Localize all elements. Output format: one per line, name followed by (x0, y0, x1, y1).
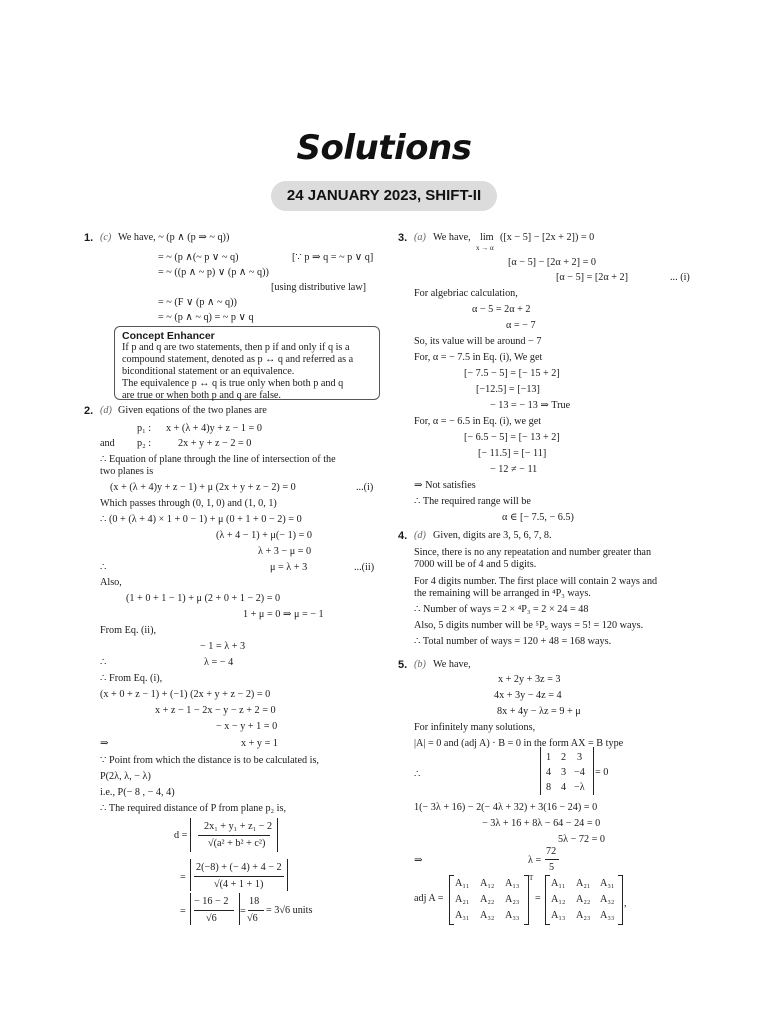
cofactor-cell: A₃₂ (600, 894, 615, 905)
q2-text: ∴ Equation of plane through the line of intersection of the (100, 454, 336, 465)
cofactor-cell: A₃₃ (505, 910, 520, 921)
matrix-cell: 4 (546, 767, 552, 778)
therefore-symbol: ∴ (414, 769, 421, 780)
distance-numerator: − 16 − 2 (194, 896, 229, 907)
q2-equation: μ = λ + 3 (270, 562, 308, 573)
q3-number: 3. (398, 232, 408, 244)
concept-line: The equivalence p ↔ q is true only when both p and q (122, 378, 344, 389)
q3-equation: [− 6.5 − 5] = [− 13 + 2] (464, 432, 560, 443)
q3-equation: [− 11.5] = [− 11] (478, 448, 547, 459)
q5-equation: x + 2y + 3z = 3 (498, 674, 561, 685)
cofactor-cell: A₂₃ (505, 894, 520, 905)
q3-equation: − 13 = − 13 ⇒ True (490, 400, 571, 411)
matrix-cell: 4 (561, 782, 567, 793)
distance-denominator: √(a² + b² + c²) (208, 838, 266, 849)
equals-sign: = (180, 906, 186, 917)
q4-text: 7000 will be of 4 and 5 digits. (414, 559, 537, 570)
cofactor-cell: A₁₁ (455, 878, 470, 889)
q2-text: ∴ The required distance of P from plane p₂ is, (100, 803, 287, 814)
eq-tag: ...(ii) (354, 562, 375, 573)
q5-equation: 8x + 4y − λz = 9 + μ (497, 706, 581, 717)
q5-equation: 5λ − 72 = 0 (558, 834, 605, 845)
q4-text: the remaining will be arranged in ⁴P₃ ways. (414, 588, 591, 599)
cofactor-cell: A₂₁ (455, 894, 470, 905)
q2-equation: x + y = 1 (241, 738, 278, 749)
q3-equation: [α − 5] − [2α + 2] = 0 (508, 257, 596, 268)
matrix-bracket-left (449, 875, 454, 925)
q5-equation: − 3λ + 16 + 8λ − 64 − 24 = 0 (482, 818, 601, 829)
lambda-denominator: 5 (549, 862, 555, 873)
cofactor-cell: A₁₃ (551, 910, 566, 921)
q1-step: = ~ (p ∧ ~ q) = ~ p ∨ q (158, 312, 254, 323)
q2-equation: ∴ (0 + (λ + 4) × 1 + 0 − 1) + μ (0 + 1 + 0 − 2) = 0 (100, 514, 302, 525)
q5-equation: 4x + 3y − 4z = 4 (494, 690, 562, 701)
q3-equation: [−12.5] = [−13] (476, 384, 540, 395)
q2-text: From Eq. (ii), (100, 625, 157, 636)
matrix-cell: 3 (561, 767, 567, 778)
q5-equation: 1(− 3λ + 16) − 2(− 4λ + 32) + 3(16 − 24) = 0 (414, 802, 598, 813)
q2-equation: (λ + 4 − 1) + μ(− 1) = 0 (216, 530, 312, 541)
cofactor-cell: A₁₁ (551, 878, 566, 889)
distance-numerator: 18 (249, 896, 260, 907)
q2-equation: (1 + 0 + 1 − 1) + μ (2 + 0 + 1 − 2) = 0 (126, 593, 281, 604)
q4-heading: Given, digits are 3, 5, 6, 7, 8. (433, 530, 552, 541)
fraction-bar (545, 859, 559, 860)
implies-symbol: ⇒ (100, 738, 109, 749)
q2-text: ∵ Point from which the distance is to be calculated is, (100, 755, 319, 766)
adj-label: adj A = (414, 893, 444, 904)
q2-equation: (x + 0 + z − 1) + (−1) (2x + y + z − 2) = 0 (100, 689, 271, 700)
distance-numerator: 2x₁ + y₁ + z₁ − 2 (204, 821, 273, 832)
q1-number: 1. (84, 232, 94, 244)
eq-tag: ... (i) (670, 272, 690, 283)
section-badge: 24 JANUARY 2023, SHIFT-II (271, 181, 497, 211)
q3-text: So, its value will be around − 7 (414, 336, 542, 347)
q4-number: 4. (398, 530, 408, 542)
distance-denominator: √6 (247, 913, 258, 924)
q1-step: = ~ ((p ∧ ~ p) ∨ (p ∧ ~ q)) (158, 267, 269, 278)
trailing-comma: , (624, 898, 627, 909)
q2-equation: − 1 = λ + 3 (200, 641, 246, 652)
matrix-cell: −4 (574, 767, 585, 778)
q2-text: P(2λ, λ, − λ) (100, 771, 151, 782)
q3-text: ⇒ Not satisfies (414, 480, 476, 491)
distance-denominator: √6 (206, 913, 217, 924)
distance-numerator: 2(−8) + (− 4) + 4 − 2 (196, 862, 282, 873)
and-label: and (100, 438, 115, 449)
q2-text: Which passes through (0, 1, 0) and (1, 0, 1) (100, 498, 277, 509)
concept-line: biconditional statement or an equivalence. (122, 366, 295, 377)
q2-equation: (x + (λ + 4)y + z − 1) + μ (2x + y + z − 2) = 0 (110, 482, 296, 493)
eq-tag: ...(i) (356, 482, 374, 493)
cofactor-cell: A₂₂ (480, 894, 495, 905)
cofactor-cell: A₁₂ (480, 878, 495, 889)
q4-text: For 4 digits number. The first place will contain 2 ways and (414, 576, 658, 587)
q5-number: 5. (398, 659, 408, 671)
q2-text: two planes is (100, 466, 154, 477)
q4-text: ∴ Total number of ways = 120 + 48 = 168 ways. (414, 636, 612, 647)
limit-symbol: lim (480, 232, 494, 243)
plane-p1-label: p₁ : (137, 423, 152, 434)
q2-equation: 1 + μ = 0 ⇒ μ = − 1 (243, 609, 324, 620)
matrix-bracket-left (545, 875, 550, 925)
matrix-cell: −λ (574, 782, 585, 793)
cofactor-cell: A₂₂ (576, 894, 591, 905)
q3-equation: [− 7.5 − 5] = [− 15 + 2] (464, 368, 560, 379)
q3-text: For, α = − 6.5 in Eq. (i), we get (414, 416, 542, 427)
cofactor-cell: A₁₃ (505, 878, 520, 889)
equals-sign: = (240, 906, 246, 917)
fraction-bar (194, 876, 284, 877)
cofactor-cell: A₃₁ (600, 878, 615, 889)
q1-reason: [using distributive law] (271, 282, 367, 293)
q4-option: (d) (414, 530, 426, 541)
q3-equation: α = − 7 (506, 320, 536, 331)
fraction-bar (194, 910, 234, 911)
therefore-symbol: ∴ (100, 657, 107, 668)
equals-sign: = (180, 872, 186, 883)
q1-option: (c) (100, 232, 112, 243)
q4-text: ∴ Number of ways = 2 × ⁴P₃ = 2 × 24 = 48 (414, 604, 589, 615)
therefore-symbol: ∴ (100, 562, 107, 573)
q1-step: = ~ (F ∨ (p ∧ ~ q)) (158, 297, 237, 308)
cofactor-cell: A₃₂ (480, 910, 495, 921)
concept-line: If p and q are two statements, then p if and only if q is a (122, 342, 350, 353)
equals-sign: = (535, 893, 541, 904)
fraction-bar (198, 835, 270, 836)
q5-text: For infinitely many solutions, (414, 722, 536, 733)
q3-text: For algebriac calculation, (414, 288, 518, 299)
lambda-label: λ = (528, 855, 542, 866)
lambda-numerator: 72 (546, 846, 557, 857)
q5-text: |A| = 0 and (adj A) · B = 0 in the form AX = B type (414, 738, 624, 749)
q2-text: Also, (100, 577, 122, 588)
q3-option: (a) (414, 232, 426, 243)
q3-equation: α ∈ [− 7.5, − 6.5) (502, 512, 574, 523)
transpose-mark: T (529, 874, 534, 882)
limit-expression: ([x − 5] − [2x + 2]) = 0 (500, 232, 595, 243)
cofactor-cell: A₂₃ (576, 910, 591, 921)
plane-p2-equation: 2x + y + z − 2 = 0 (178, 438, 252, 449)
cofactor-cell: A₃₁ (455, 910, 470, 921)
limit-subscript: x → α (476, 244, 494, 252)
page-title: Solutions (296, 128, 472, 168)
distance-result: = 3√6 units (266, 905, 313, 916)
implies-symbol: ⇒ (414, 855, 423, 866)
q5-heading: We have, (433, 659, 471, 670)
matrix-bracket-right (618, 875, 623, 925)
q3-equation: α − 5 = 2α + 2 (472, 304, 531, 315)
q1-heading: We have, ~ (p ∧ (p ⇒ ~ q)) (118, 232, 230, 243)
matrix-cell: 2 (561, 752, 567, 763)
matrix-cell: 8 (546, 782, 552, 793)
q2-option: (d) (100, 405, 112, 416)
concept-line: compound statement, denoted as p ↔ q and referred as a (122, 354, 354, 365)
q2-text: ∴ From Eq. (i), (100, 673, 163, 684)
q5-option: (b) (414, 659, 426, 670)
fraction-bar (248, 910, 264, 911)
q3-equation: [α − 5] = [2α + 2] (556, 272, 629, 283)
cofactor-cell: A₃₃ (600, 910, 615, 921)
q2-equation: λ + 3 − μ = 0 (258, 546, 312, 557)
matrix-cell: 1 (546, 752, 552, 763)
concept-heading: Concept Enhancer (122, 330, 215, 342)
distance-denominator: √(4 + 1 + 1) (214, 879, 264, 890)
distance-label: d = (174, 830, 188, 841)
q1-step: = ~ (p ∧(~ p ∨ ~ q) (158, 252, 239, 263)
concept-line: are true or when both p and q are false. (122, 390, 281, 401)
q4-text: Also, 5 digits number will be ⁵P₅ ways = 5! = 120 ways. (414, 620, 644, 631)
q2-equation: λ = − 4 (204, 657, 234, 668)
cofactor-cell: A₁₂ (551, 894, 566, 905)
plane-p1-equation: x + (λ + 4)y + z − 1 = 0 (166, 423, 262, 434)
q2-equation: x + z − 1 − 2x − y − z + 2 = 0 (155, 705, 276, 716)
q3-text: ∴ The required range will be (414, 496, 531, 507)
q3-text: For, α = − 7.5 in Eq. (i), We get (414, 352, 543, 363)
q2-heading: Given eqations of the two planes are (118, 405, 267, 416)
plane-p2-label: p₂ : (137, 438, 152, 449)
matrix-cell: 3 (577, 752, 583, 763)
q2-number: 2. (84, 405, 94, 417)
q2-equation: − x − y + 1 = 0 (216, 721, 278, 732)
q4-text: Since, there is no any repeatation and number greater than (414, 547, 652, 558)
cofactor-cell: A₂₁ (576, 878, 591, 889)
q2-text: i.e., P(− 8 , − 4, 4) (100, 787, 175, 798)
equals-zero: = 0 (595, 767, 609, 778)
q3-equation: − 12 ≠ − 11 (490, 464, 538, 475)
q1-reason: [∵ p ⇒ q = ~ p ∨ q] (292, 252, 374, 263)
q3-heading: We have, (433, 232, 471, 243)
